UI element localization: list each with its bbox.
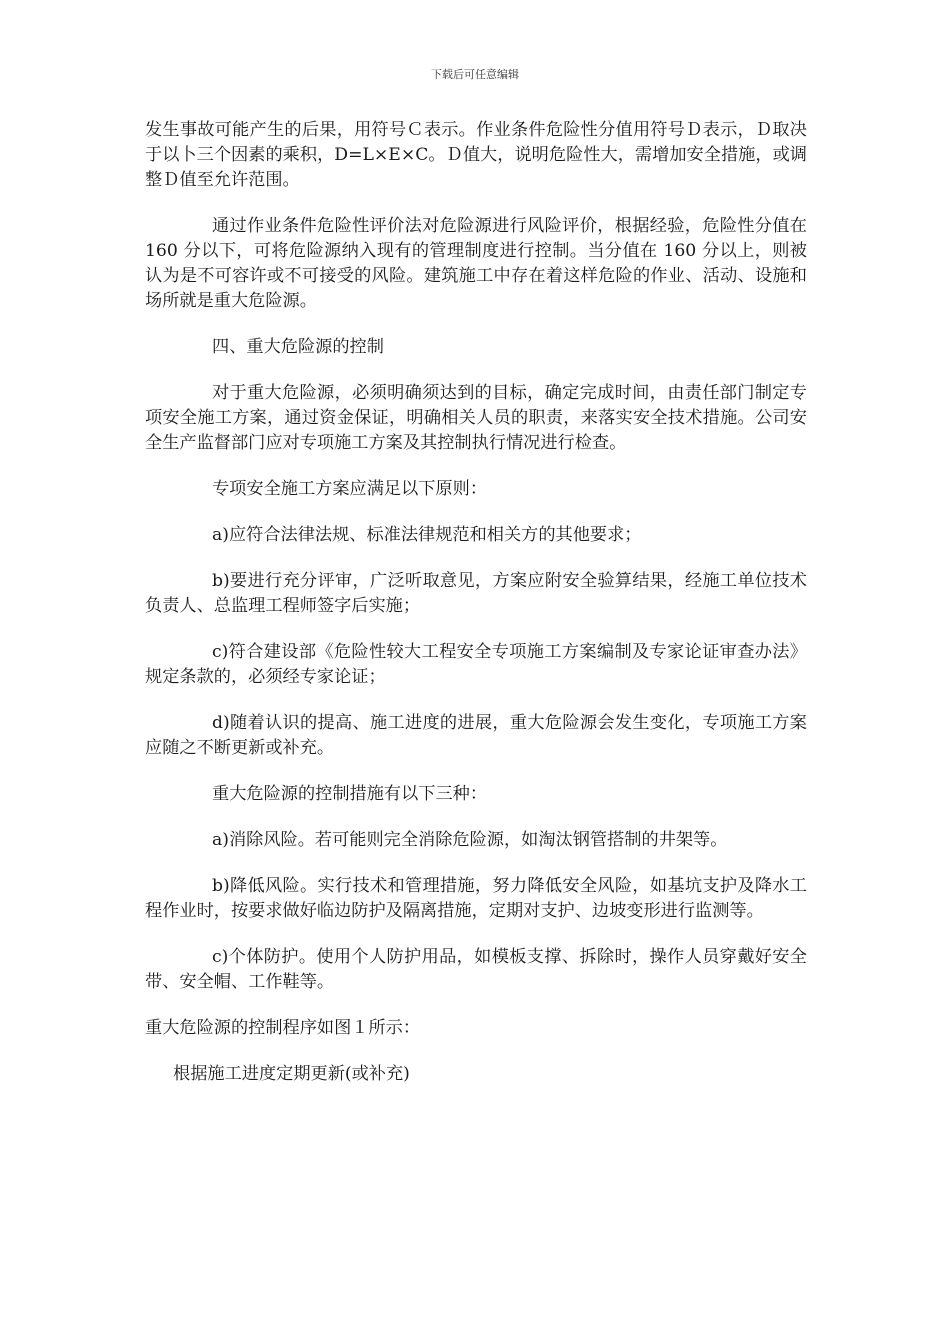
list-item-principle-a: a)应符合法律法规、标准法律规范和相关方的其他要求； [212,525,642,545]
figure-caption-update: 根据施工进度定期更新(或补充) [173,1064,410,1084]
page-header: 下载后可任意编辑 [431,68,519,81]
list-item-measure-a: a)消除风险。若可能则完全消除危险源，如淘汰钢管搭制的井架等。 [212,830,728,850]
list-item-principle-c: c)符合建设部《危险性较大工程安全专项施工方案编制及专家论证审查办法》规定条款的，必须经专家论证； [145,642,807,687]
paragraph-measures-intro: 重大危险源的控制措施有以下三种： [212,784,488,804]
list-item-measure-c: c)个体防护。使用个人防护用品，如模板支撑、拆除时，操作人员穿戴好安全带、安全帽、工作鞋等。 [145,947,807,992]
list-item-measure-b: b)降低风险。实行技术和管理措施，努力降低安全风险，如基坑支护及降水工程作业时，按要求做好临边防护及隔离措施，定期对支护、边坡变形进行监测等。 [145,876,807,921]
paragraph-risk-evaluation: 通过作业条件危险性评价法对危险源进行风险评价，根据经验，危险性分值在 160 分以下，可将危险源纳入现有的管理制度进行控制。当分值在 160 分以上，则被认为是不可容许或不可接受的风险。建筑施工中存在着这样危险的作业、活动、设施和场所就是重大危险源。 [145,216,807,311]
list-item-principle-b: b)要进行充分评审，广泛听取意见，方案应附安全验算结果，经施工单位技术负责人、总监理工程师签字后实施； [145,571,807,616]
paragraph-major-hazard-goals: 对于重大危险源，必须明确须达到的目标，确定完成时间，由责任部门制定专项安全施工方案，通过资金保证，明确相关人员的职责，来落实安全技术措施。公司安全生产监督部门应对专项施工方案及其控制执行情况进行检查。 [145,383,807,453]
paragraph-consequence: 发生事故可能产生的后果，用符号Ｃ表示。作业条件危险性分值用符号Ｄ表示，Ｄ取决于以卜三个因素的乘积，D=L×E×C。Ｄ值大，说明危险性大，需增加安全措施，或调整Ｄ值至允许范围。 [145,120,807,190]
section-heading-control: 四、重大危险源的控制 [212,337,384,357]
paragraph-figure-reference: 重大危险源的控制程序如图１所示： [145,1018,421,1038]
document-body [145,118,807,1108]
paragraph-principles-intro: 专项安全施工方案应满足以下原则： [212,479,488,499]
list-item-principle-d: d)随着认识的提高、施工进度的进展，重大危险源会发生变化，专项施工方案应随之不断更新或补充。 [145,713,807,758]
